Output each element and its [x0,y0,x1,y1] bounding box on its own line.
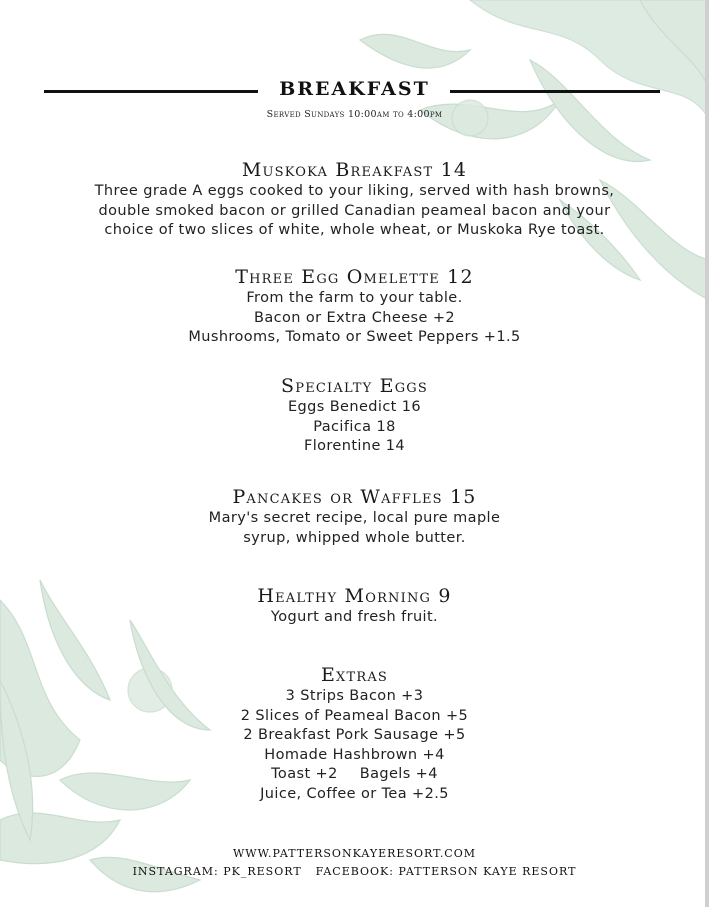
menu-item: 3 Strips Bacon +3 [285,688,424,704]
menu-item: 2 Breakfast Pork Sausage +5 [243,727,466,743]
section-extras [0,663,709,804]
section-title: Healthy Morning 9 [257,585,452,607]
section-three-egg-omelette [0,265,709,348]
menu-item: Eggs Benedict 16 [287,399,422,415]
section-title: Specialty Eggs [281,375,428,397]
menu-item: Pacifica 18 [313,418,396,435]
item-description: Mushrooms, Tomato or Sweet Peppers +1.5 [188,329,521,345]
item-description: syrup, whipped whole butter. [243,529,466,546]
section-title: Extras [320,664,389,686]
section-title: Pancakes or Waffles 15 [232,486,477,508]
item-description: double smoked bacon or grilled Canadian peameal bacon and your [98,202,611,219]
menu-item: Florentine 14 [303,438,406,454]
menu-item: 2 Slices of Peameal Bacon +5 [240,707,469,724]
menu-item: Homade Hashbrown +4 [264,746,445,763]
item-description: Yogurt and fresh fruit. [270,609,439,625]
section-muskoka-breakfast [0,158,709,241]
facebook-handle[interactable]: FACEBOOK: PATTERSON KAYE RESORT [315,865,577,878]
section-specialty-eggs [0,374,709,457]
item-description: Mary's secret recipe, local pure maple [208,510,501,526]
website-link[interactable]: WWW.PATTERSONKAYERESORT.COM [232,847,477,860]
item-description: choice of two slices of white, whole wheat, or Muskoka Rye toast. [104,222,605,238]
item-description: From the farm to your table. [246,290,463,306]
item-description: Bacon or Extra Cheese +2 [253,309,456,326]
menu-title: BREAKFAST [279,78,430,100]
service-hours: Served Sundays 10:00am to 4:00pm [266,109,443,120]
section-title: Muskoka Breakfast 14 [241,159,468,181]
menu-item: Juice, Coffee or Tea +2.5 [260,785,449,802]
menu-item-pair [0,765,709,785]
item-description: Three grade A eggs cooked to your liking, served with hash browns, [94,183,615,199]
social-links [0,865,709,878]
menu-item-toast: Toast +2 [271,766,338,782]
section-healthy-morning [0,584,709,628]
section-title: Three Egg Omelette 12 [235,266,474,288]
instagram-handle[interactable]: INSTAGRAM: PK_RESORT [132,865,302,878]
menu-item-bagels: Bagels +4 [359,766,438,782]
section-pancakes-or-waffles [0,485,709,548]
